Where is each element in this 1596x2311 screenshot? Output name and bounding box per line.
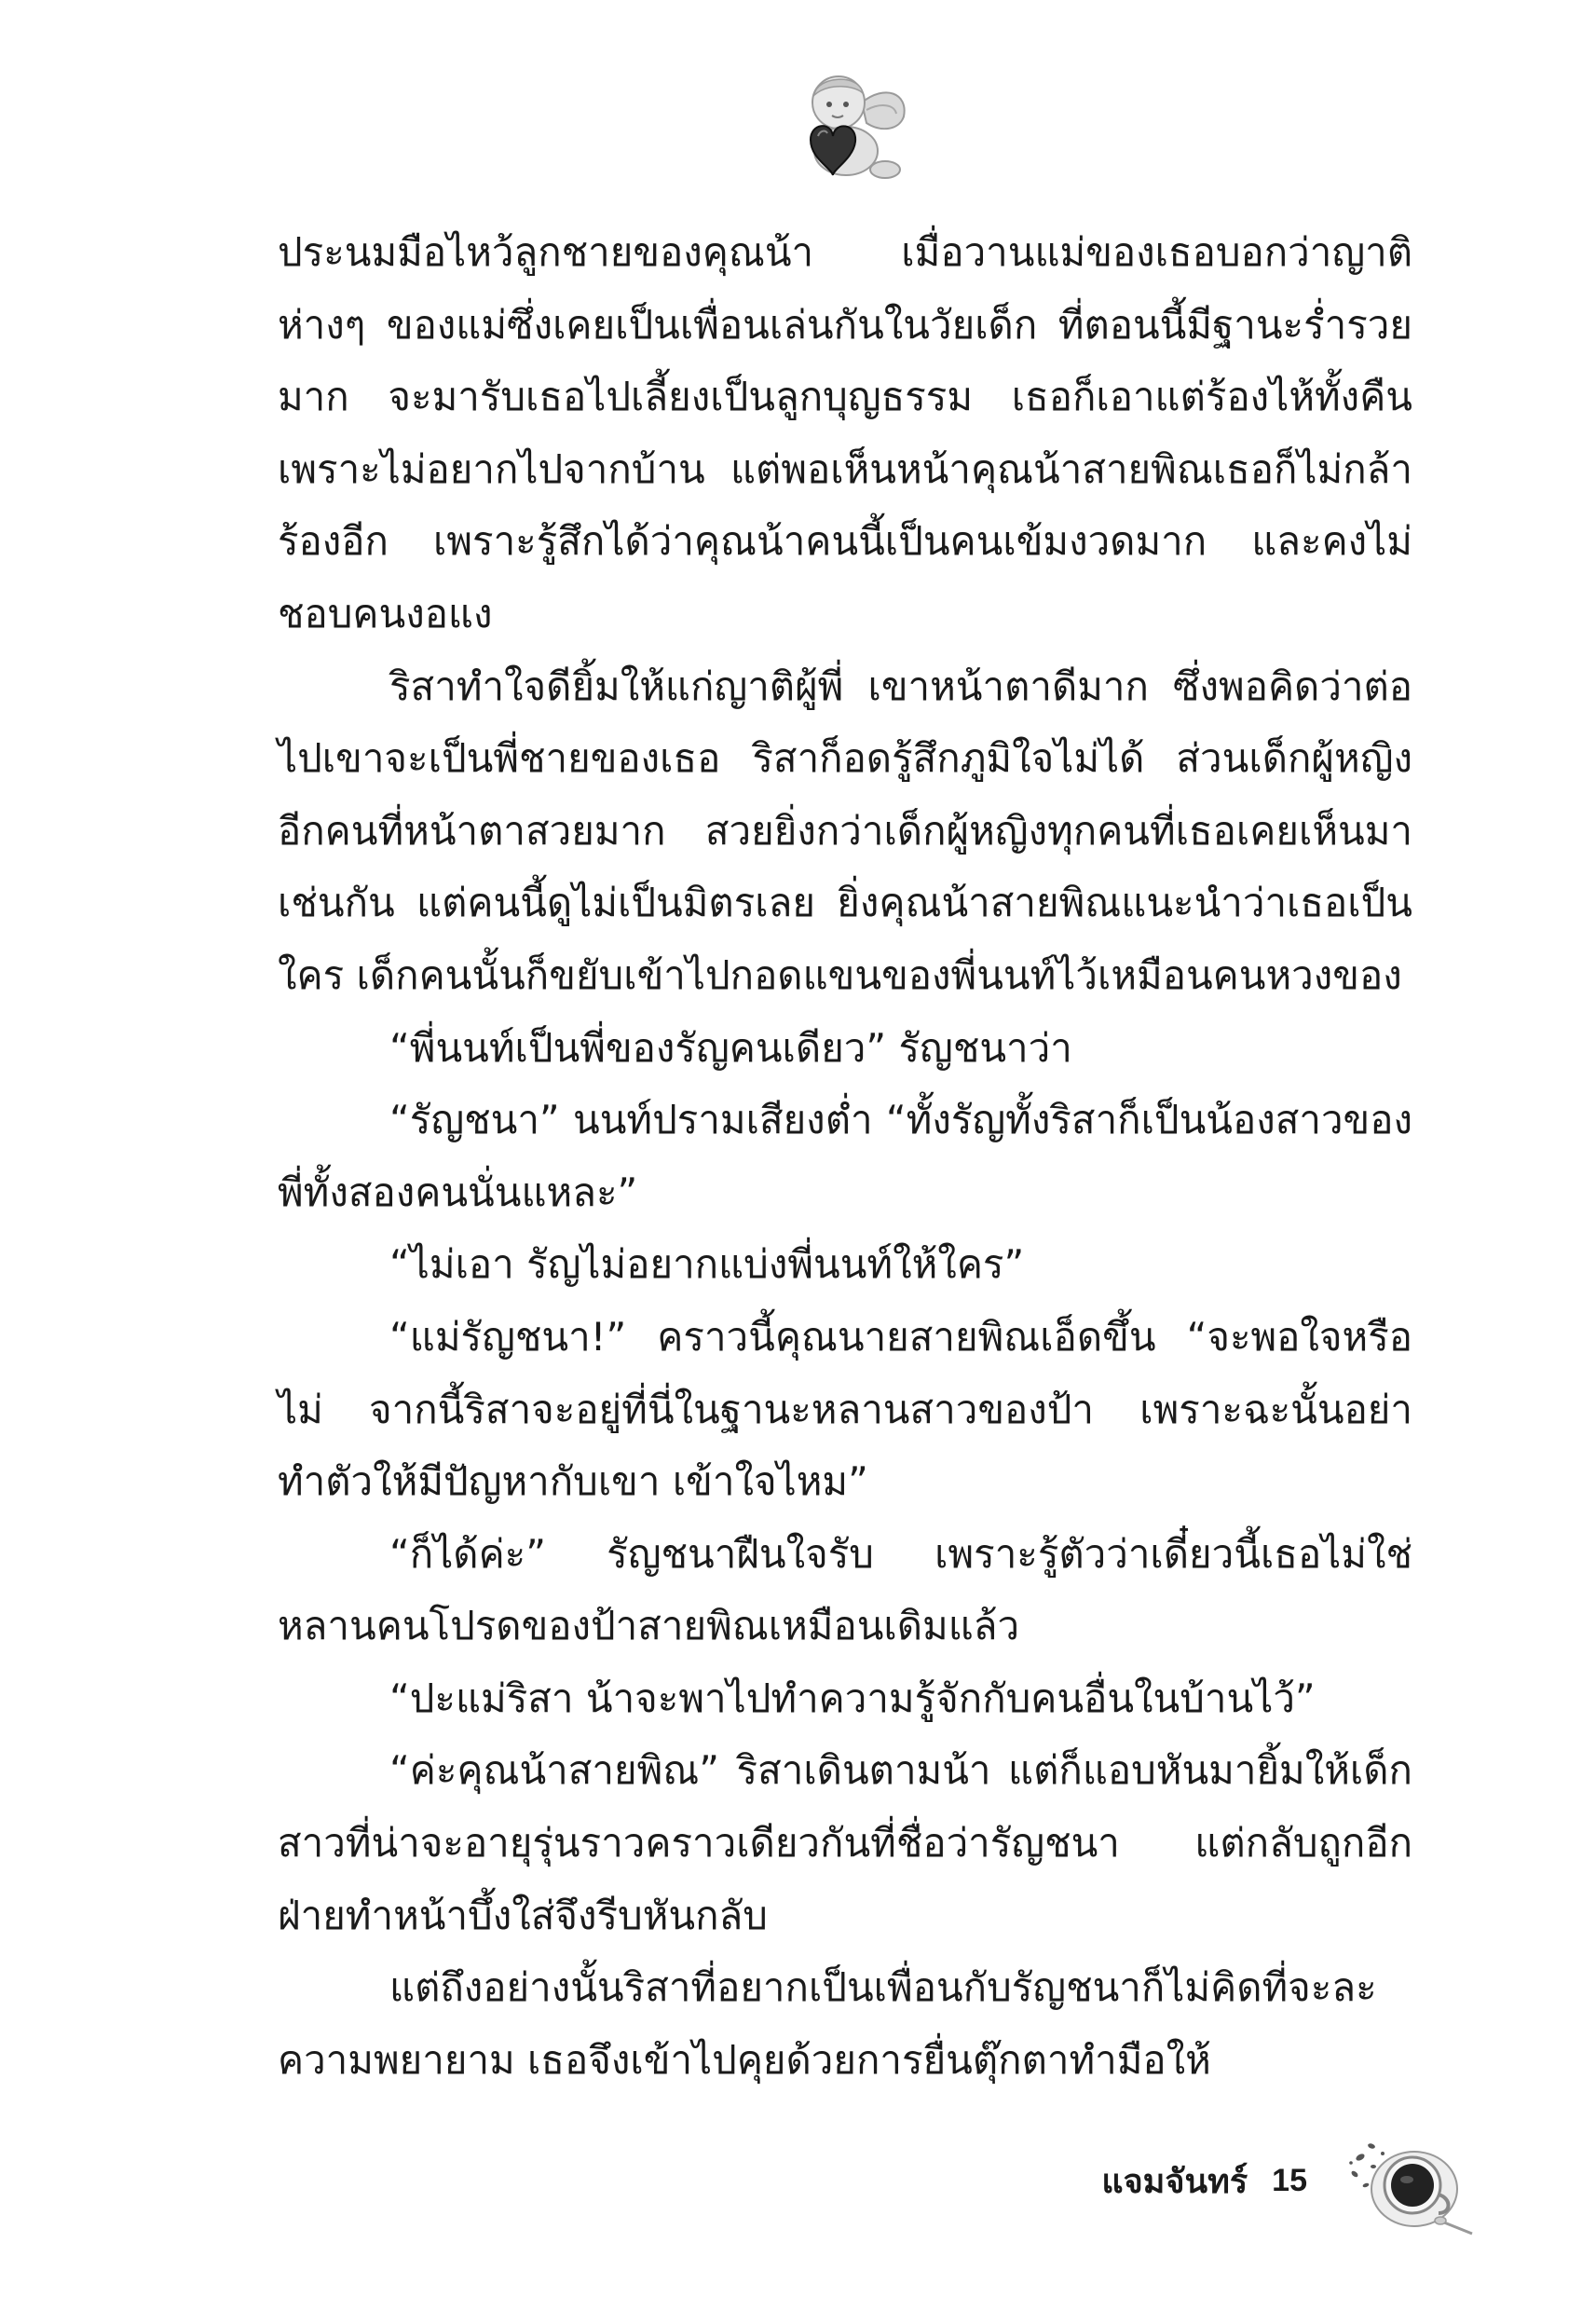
paragraph-4: “รัญชนา” นนท์ปรามเสียงต่ำ “ทั้งรัญทั้งริสาก็เป็นน้องสาวของพี่ทั้งสองคนนั่นแหละ”: [278, 1097, 1412, 1215]
paragraph-10: แต่ถึงอย่างนั้นริสาที่อยากเป็นเพื่อนกับรัญชนาก็ไม่คิดที่จะละความพยายาม เธอจึงเข้าไปคุยด้วยการยื่นตุ๊กตาทำมือให้: [278, 1964, 1377, 2083]
paragraph-9: “ค่ะคุณน้าสายพิณ” ริสาเดินตามน้า แต่ก็แอบหันมายิ้มให้เด็กสาวที่น่าจะอายุรุ่นราวคราวเดียวกันที่ชื่อว่ารัญชนา แต่กลับถูกอีกฝ่ายทำหน้าบึ้งใส่จึงรีบหันกลับ: [278, 1747, 1412, 1938]
book-title: แจมจันทร์: [1101, 2162, 1248, 2201]
cherub-heart-icon: [773, 65, 913, 186]
coffee-cup-icon: [1342, 2129, 1481, 2241]
paragraph-3: “พี่นนท์เป็นพี่ของรัญคนเดียว” รัญชนาว่า: [389, 1024, 1072, 1071]
story-text: [278, 216, 1412, 2096]
paragraph-8: “ปะแม่ริสา น้าจะพาไปทำความรู้จักกับคนอื่นในบ้านไว้”: [389, 1675, 1316, 1721]
paragraph-7: “ก็ได้ค่ะ” รัญชนาฝืนใจรับ เพราะรู้ตัวว่าเดี๋ยวนี้เธอไม่ใช่หลานคนโปรดของป้าสายพิณเหมือนเดิมแล้ว: [278, 1530, 1412, 1649]
paragraph-6: “แม่รัญชนา!” คราวนี้คุณนายสายพิณเอ็ดขึ้น “จะพอใจหรือไม่ จากนี้ริสาจะอยู่ที่นี่ในฐานะหลานสาวของป้า เพราะฉะนั้นอย่าทำตัวให้มีปัญหากับเขา เข้าใจไหม”: [278, 1313, 1412, 1505]
paragraph-5: “ไม่เอา รัญไม่อยากแบ่งพี่นนท์ให้ใคร”: [389, 1241, 1025, 1288]
page-number: 15: [1272, 2162, 1307, 2198]
paragraph-1: ประนมมือไหว้ลูกชายของคุณน้า เมื่อวานแม่ของเธอบอกว่าญาติห่างๆ ของแม่ซึ่งเคยเป็นเพื่อนเล่นกันในวัยเด็ก ที่ตอนนี้มีฐานะร่ำรวยมาก จะมารับเธอไปเลี้ยงเป็นลูกบุญธรรม เธอก็เอาแต่ร้องไห้ทั้งคืนเพราะไม่อยากไปจากบ้าน แต่พอเห็นหน้าคุณน้าสายพิณเธอก็ไม่กล้าร้องอีก เพราะรู้สึกได้ว่าคุณน้าคนนี้เป็นคนเข้มงวดมาก และคงไม่ชอบคนงอแง: [278, 229, 1412, 636]
page-footer: [1101, 2143, 1307, 2218]
paragraph-2: ริสาทำใจดียิ้มให้แก่ญาติผู้พี่ เขาหน้าตาดีมาก ซึ่งพอคิดว่าต่อไปเขาจะเป็นพี่ชายของเธอ ริสาก็อดรู้สึกภูมิใจไม่ได้ ส่วนเด็กผู้หญิงอีกคนที่หน้าตาสวยมาก สวยยิ่งกว่าเด็กผู้หญิงทุกคนที่เธอเคยเห็นมาเช่นกัน แต่คนนี้ดูไม่เป็นมิตรเลย ยิ่งคุณน้าสายพิณแนะนำว่าเธอเป็นใคร เด็กคนนั้นก็ขยับเข้าไปกอดแขนของพี่นนท์ไว้เหมือนคนหวงของ: [278, 663, 1412, 998]
